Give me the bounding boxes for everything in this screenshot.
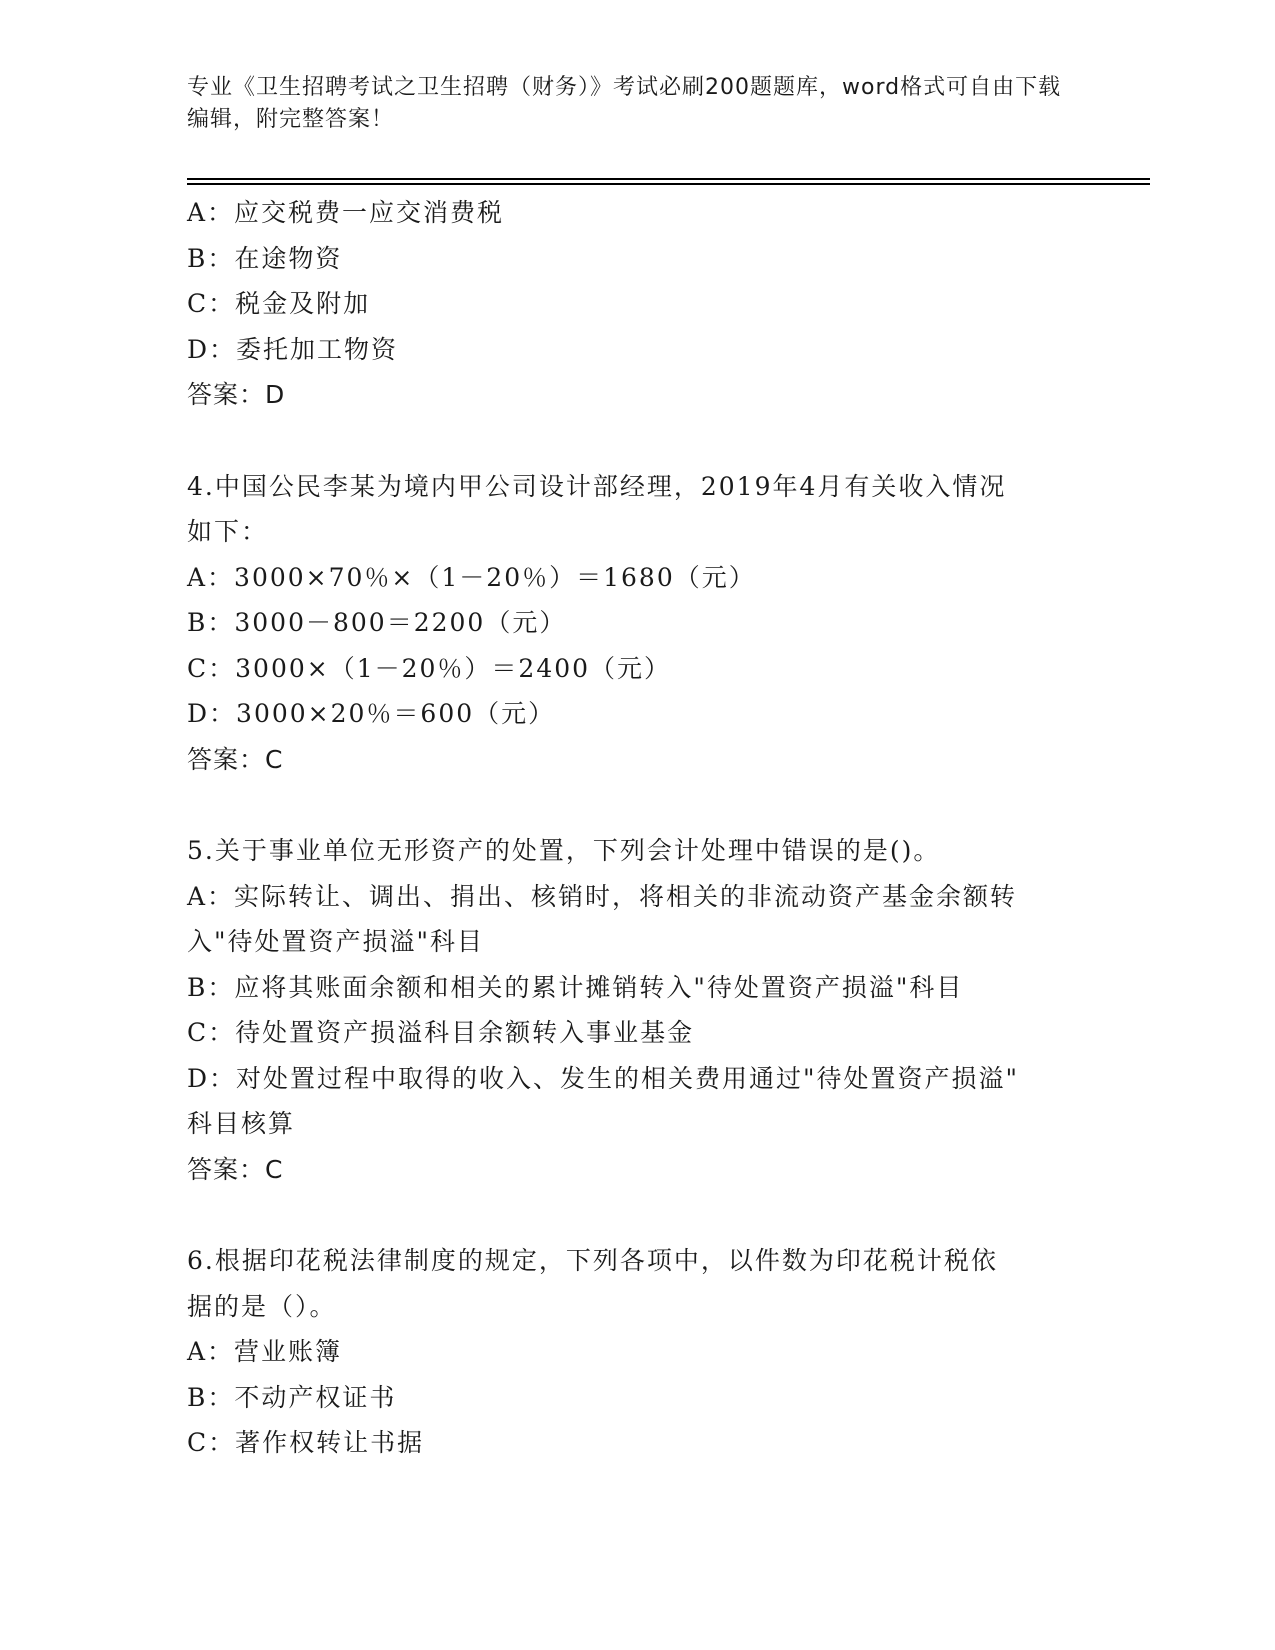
option-c: C：著作权转让书据 (187, 1428, 425, 1457)
option-c: C：3000×（1－20％）＝2400（元） (187, 653, 672, 683)
option-b: B：3000－800＝2200（元） (187, 608, 567, 637)
option-a: A：实际转让、调出、捐出、核销时，将相关的非流动资产基金余额转 (187, 881, 1018, 911)
option-b: B：在途物资 (187, 243, 343, 273)
question-3-options (187, 190, 1067, 418)
option-c: C：待处置资产损溢科目余额转入事业基金 (187, 1018, 695, 1047)
option-d: D：委托加工物资 (187, 334, 399, 364)
question-content (187, 190, 1067, 1466)
question-stem: 6.根据印花税法律制度的规定，下列各项中，以件数为印花税计税依 (187, 1246, 998, 1275)
option-d: D：3000×20％＝600（元） (187, 699, 556, 728)
option-d-continued: 科目核算 (187, 1109, 296, 1138)
question-spacer (187, 418, 1067, 464)
option-a: A：营业账簿 (187, 1337, 343, 1366)
question-stem: 5.关于事业单位无形资产的处置，下列会计处理中错误的是()。 (187, 836, 941, 865)
option-b: B：不动产权证书 (187, 1382, 397, 1412)
option-a: A：应交税费一应交消费税 (187, 198, 505, 227)
answer-line: 答案：C (187, 1154, 284, 1184)
question-5 (187, 828, 1067, 1192)
option-b: B：应将其账面余额和相关的累计摊销转入"待处置资产损溢"科目 (187, 972, 964, 1002)
question-spacer (187, 1192, 1067, 1238)
option-d: D：对处置过程中取得的收入、发生的相关费用通过"待处置资产损溢" (187, 1063, 1020, 1093)
option-a-continued: 入"待处置资产损溢"科目 (187, 927, 484, 956)
question-stem-continued: 如下： (187, 517, 269, 546)
answer-line: 答案：D (187, 380, 286, 409)
answer-line: 答案：C (187, 744, 284, 774)
question-spacer (187, 782, 1067, 828)
header-divider-bottom (187, 183, 1150, 185)
option-c: C：税金及附加 (187, 289, 371, 318)
question-stem-continued: 据的是（）。 (187, 1291, 337, 1321)
option-a: A：3000×70％×（1－20％）＝1680（元） (187, 562, 756, 592)
question-6 (187, 1238, 1067, 1466)
question-stem: 4.中国公民李某为境内甲公司设计部经理，2019年4月有关收入情况 (187, 471, 1007, 501)
question-4 (187, 464, 1067, 783)
document-header: 专业《卫生招聘考试之卫生招聘（财务）》考试必刷200题题库，word格式可自由下载编辑，附完整答案！ (187, 75, 1062, 132)
header-divider-top (187, 178, 1150, 180)
